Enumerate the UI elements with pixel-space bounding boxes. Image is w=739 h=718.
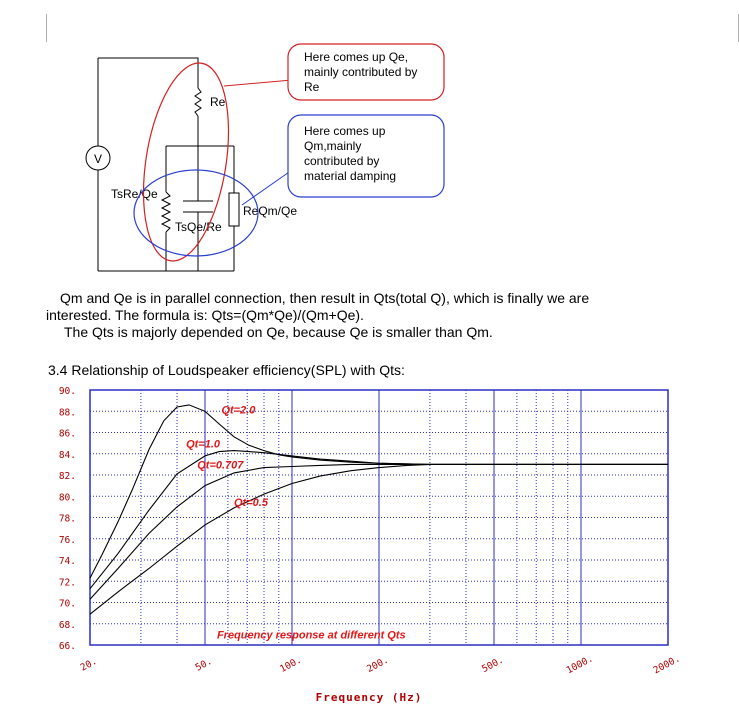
paragraph-parallel-connection	[46, 290, 706, 341]
circuit-wire-top	[98, 58, 198, 88]
paragraph-line-1: Qm and Qe is in parallel connection, then result in Qts(total Q), which is finally we are	[60, 290, 590, 306]
qe-callout-line-2: mainly contributed by	[304, 65, 418, 79]
y-tick-label: 74.	[58, 556, 76, 567]
label-reqm-qe: ReQm/Qe	[243, 204, 298, 218]
resistor-re-icon	[195, 88, 201, 116]
x-axis-label: Frequency (Hz)	[315, 691, 423, 704]
y-tick-label: 78.	[58, 513, 76, 525]
spl-vs-qts-chart	[0, 385, 739, 715]
y-tick-label: 80.	[58, 492, 76, 504]
paragraph-line-2: interested. The formula is: Qts=(Qm*Qe)/(Qm+Qe).	[46, 307, 364, 323]
qe-callout-line-1: Here comes up Qe,	[304, 50, 409, 64]
series-label-3: Qt=0.5	[234, 496, 268, 509]
series-label-0: Qt=2.0	[221, 404, 256, 417]
y-tick-label: 90.	[58, 386, 76, 397]
y-tick-label: 72.	[58, 577, 76, 589]
y-tick-label: 66.	[58, 641, 76, 652]
y-tick-label: 76.	[58, 534, 76, 546]
y-tick-label: 70.	[58, 598, 76, 610]
y-tick-label: 84.	[58, 449, 76, 461]
y-tick-label: 86.	[58, 428, 76, 440]
qe-callout-line-3: Re	[304, 80, 320, 94]
x-tick-label: 500.	[480, 654, 506, 676]
series-label-2: Qt=0.707	[197, 459, 244, 472]
y-tick-label: 82.	[58, 471, 76, 482]
qe-highlight-ellipse	[131, 57, 241, 267]
voltage-source-label: V	[93, 152, 103, 166]
resistor-reqm-icon	[229, 193, 239, 226]
label-tsre-qe: TsRe/Qe	[111, 187, 158, 201]
qm-callout-line-3: contributed by	[304, 154, 380, 168]
paragraph-qts-dependence: The Qts is majorly depended on Qe, because Qe is smaller than Qm.	[64, 324, 493, 340]
y-tick-label: 88.	[58, 407, 76, 419]
x-tick-label: 20.	[78, 655, 99, 674]
section-heading: 3.4 Relationship of Loudspeaker efficiency(SPL) with Qts:	[48, 362, 405, 378]
x-tick-label: 50.	[193, 655, 214, 674]
x-tick-label: 100.	[278, 654, 304, 676]
qm-callout-line-1: Here comes up	[304, 124, 386, 138]
label-re: Re	[210, 95, 226, 109]
inductor-icon	[162, 192, 170, 232]
qm-callout-line-4: material damping	[304, 169, 397, 183]
label-tsqe-re: TsQe/Re	[175, 220, 222, 234]
qe-callout-pointer	[224, 80, 292, 86]
x-tick-label: 1000.	[564, 653, 596, 677]
qm-callout-line-2: Qm,mainly	[304, 139, 362, 153]
x-tick-label: 200.	[365, 654, 391, 676]
x-tick-label: 2000.	[651, 653, 683, 677]
series-label-1: Qt=1.0	[186, 438, 221, 451]
equivalent-circuit-diagram	[0, 0, 739, 290]
y-tick-label: 68.	[58, 619, 76, 631]
chart-annotation: Frequency response at different Qts	[216, 629, 406, 642]
qm-callout-pointer	[242, 170, 292, 205]
